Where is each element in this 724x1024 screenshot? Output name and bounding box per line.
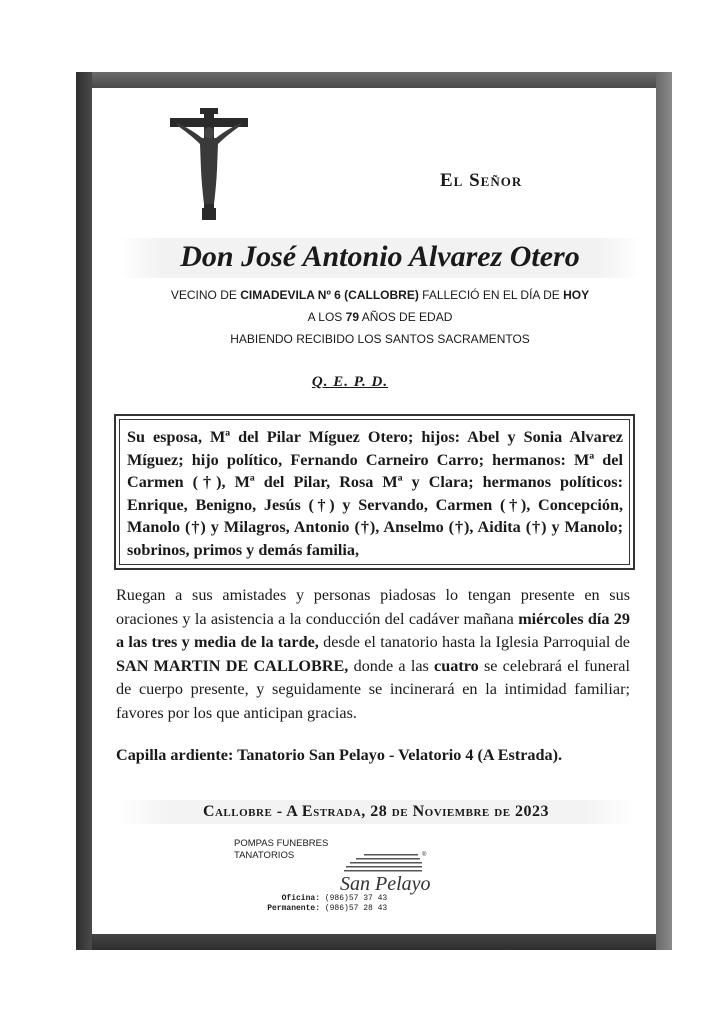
info-residence-line: VECINO DE CIMADEVILA Nº 6 (CALLOBRE) FALLECIÓ EN EL DÍA DE HOY (170, 288, 590, 302)
place-date-line: Callobre - A Estrada, 28 de Noviembre de 2023 (116, 800, 636, 824)
family-text: Su esposa, Mª del Pilar Míguez Otero; hijos: Abel y Sonia Alvarez Míguez; hijo político, Fernando Carneiro Carro; hermanos: Mª del Carmen (†), Mª del Pilar, Rosa Mª y Clara; hermanos políticos: Enrique, Benigno, Jesús (†) y Servando, Carmen (†), Concepción, Manolo (†) y Milagros, Antonio (†), Anselmo (†), Aidita (†) y Manolo; sobrinos, primos y demás familia, (119, 419, 630, 565)
chapel-line: Capilla ardiente: Tanatorio San Pelayo - Velatorio 4 (A Estrada). (116, 746, 563, 764)
qepd-label: Q. E. P. D. (311, 374, 389, 390)
family-box (114, 414, 635, 570)
info-sacraments-line: HABIENDO RECIBIDO LOS SANTOS SACRAMENTOS (230, 332, 530, 346)
crucifix-icon (170, 108, 248, 220)
permanent-phone-row: Permanente: (986)57 28 43 (267, 904, 388, 913)
header-title: El Señor (440, 170, 523, 191)
deceased-name: Don José Antonio Alvarez Otero (120, 238, 640, 278)
svg-text:San Pelayo: San Pelayo (340, 873, 431, 895)
invitation-text: Ruegan a sus amistades y personas piadosas lo tengan presente en sus oraciones y la asistencia a la conducción del cadáver mañana miércoles día 29 a las tres y media de la tarde, desde el tanatorio hasta la Iglesia Parroquial de SAN MARTIN DE CALLOBRE, donde a las cuatro se celebrará el funeral de cuerpo presente, y seguidamente se incinerará en la intimidad familiar; favores por los que anticipan gracias. (116, 586, 630, 722)
office-phone-row: Oficina: (986)57 37 43 (281, 894, 388, 903)
svg-text:®: ® (422, 852, 427, 858)
funeral-home-contact (254, 894, 387, 914)
info-age-line: A LOS 79 AÑOS DE EDAD (307, 310, 453, 324)
funeral-home-services: POMPAS FUNEBRES TANATORIOS (234, 838, 329, 861)
